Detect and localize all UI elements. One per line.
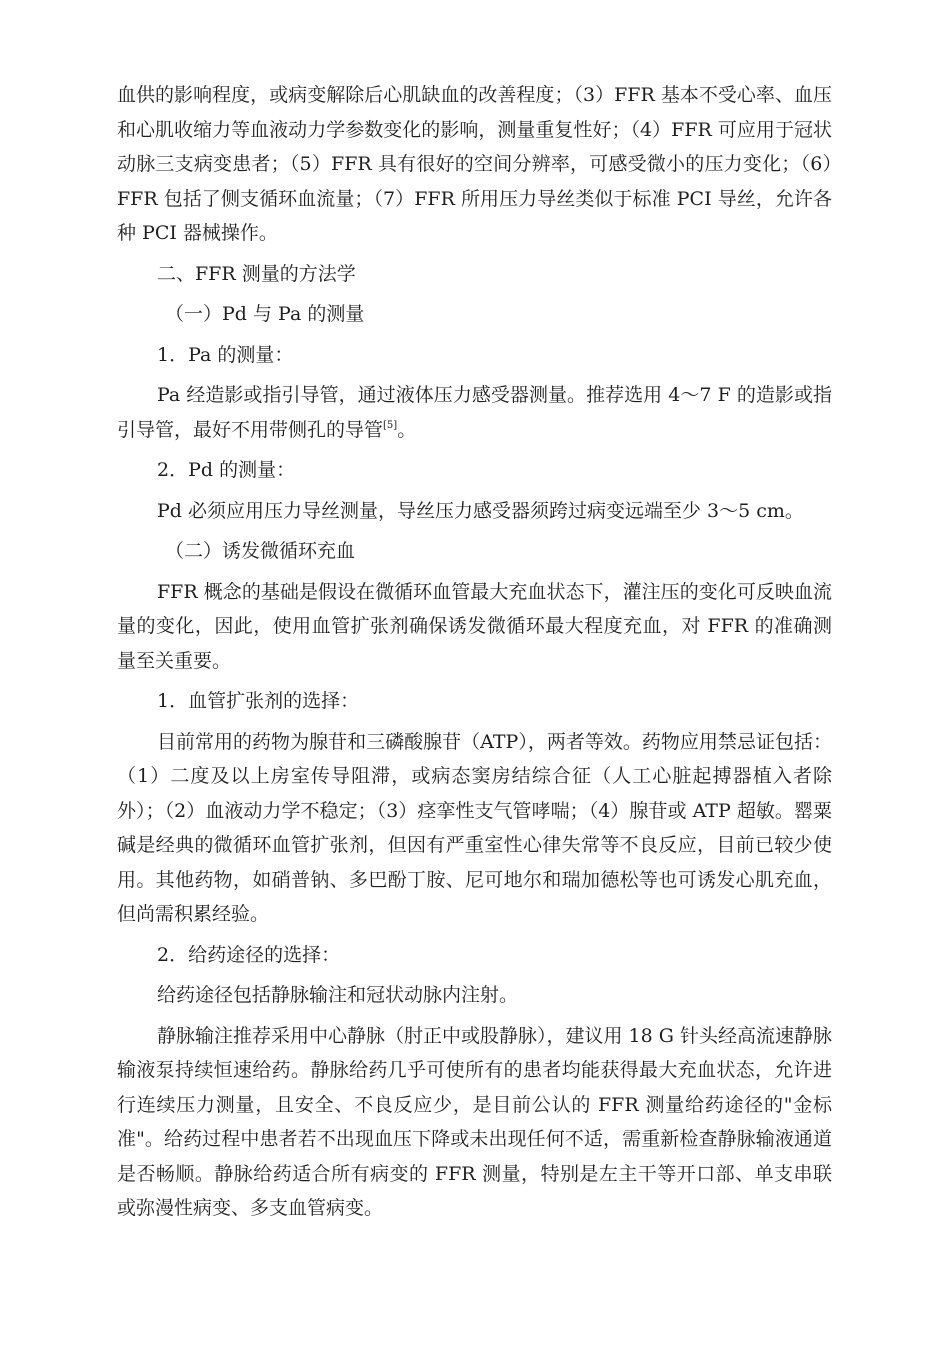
document-page: [117, 78, 832, 1232]
item-heading-vasodilator: 1．血管扩张剂的选择：: [157, 690, 360, 712]
subsection-heading-pd-pa: （一）Pd 与 Pa 的测量: [165, 303, 365, 325]
citation-ref: [5]: [383, 419, 398, 431]
paragraph-ffr-concept: FFR 概念的基础是假设在微循环血管最大充血状态下，灌注压的变化可反映血流量的变化，因此，使用血管扩张剂确保诱发微循环最大程度充血，对 FFR 的准确测量至关重要。: [117, 580, 832, 672]
paragraph-pd-measurement: Pd 必须应用压力导丝测量，导丝压力感受器须跨过病变远端至少 3～5 cm。: [157, 499, 804, 522]
paragraph-route-intro: 给药途径包括静脉输注和冠状动脉内注射。: [157, 984, 519, 1006]
paragraph-pa-tail: 。: [397, 418, 417, 441]
section-heading-methodology: 二、FFR 测量的方法学: [157, 262, 356, 285]
item-heading-pa-measurement: 1．Pa 的测量：: [157, 343, 294, 366]
item-heading-route: 2．给药途径的选择：: [157, 943, 341, 966]
paragraph-iv-infusion: 静脉输注推荐采用中心静脉（肘正中或股静脉），建议用 18 G 针头经高流速静脉输液泵持续恒速给药。静脉给药几乎可使所有的患者均能获得最大充血状态，允许进行连续压力测量，且安全、不良反应少，是目前公认的 FFR 测量给药途径的"金标准"。给药过程中患者若不出现血压下降或未出现任何不适，需重新检查静脉输液通道是否畅顺。静脉给药适合所有病变的 FFR 测量，特别是左主干等开口部、单支串联或弥漫性病变、多支血管病变。: [117, 1024, 832, 1219]
item-heading-pd-measurement: 2．Pd 的测量：: [157, 459, 296, 481]
paragraph-pa-measurement: [117, 378, 832, 447]
paragraph-vasodilator: 目前常用的药物为腺苷和三磷酸腺苷（ATP），两者等效。药物应用禁忌证包括：（1）二度及以上房室传导阻滞，或病态窦房结综合征（人工心脏起搏器植入者除外）；（2）血液动力学不稳定；（3）痉挛性支气管哮喘；（4）腺苷或 ATP 超敏。罂粟碱是经典的微循环血管扩张剂，但因有严重室性心律失常等不良反应，目前已较少使用。其他药物，如硝普钠、多巴酚丁胺、尼可地尔和瑞加德松等也可诱发心肌充血，但尚需积累经验。: [117, 730, 832, 925]
paragraph-pa-text: Pa 经造影或指引导管，通过液体压力感受器测量。推荐选用 4～7 F 的造影或指引导管，最好不用带侧孔的导管: [117, 384, 832, 441]
subsection-heading-hyperemia: （二）诱发微循环充血: [165, 540, 356, 562]
paragraph-ffr-advantages-cont: 血供的影响程度，或病变解除后心肌缺血的改善程度；（3）FFR 基本不受心率、血压和心肌收缩力等血液动力学参数变化的影响，测量重复性好；（4）FFR 可应用于冠状动脉三支病变患者；（5）FFR 具有很好的空间分辨率，可感受微小的压力变化；（6）FFR 包括了侧支循环血流量；（7）FFR 所用压力导丝类似于标准 PCI 导丝，允许各种 PCI 器械操作。: [117, 84, 832, 244]
